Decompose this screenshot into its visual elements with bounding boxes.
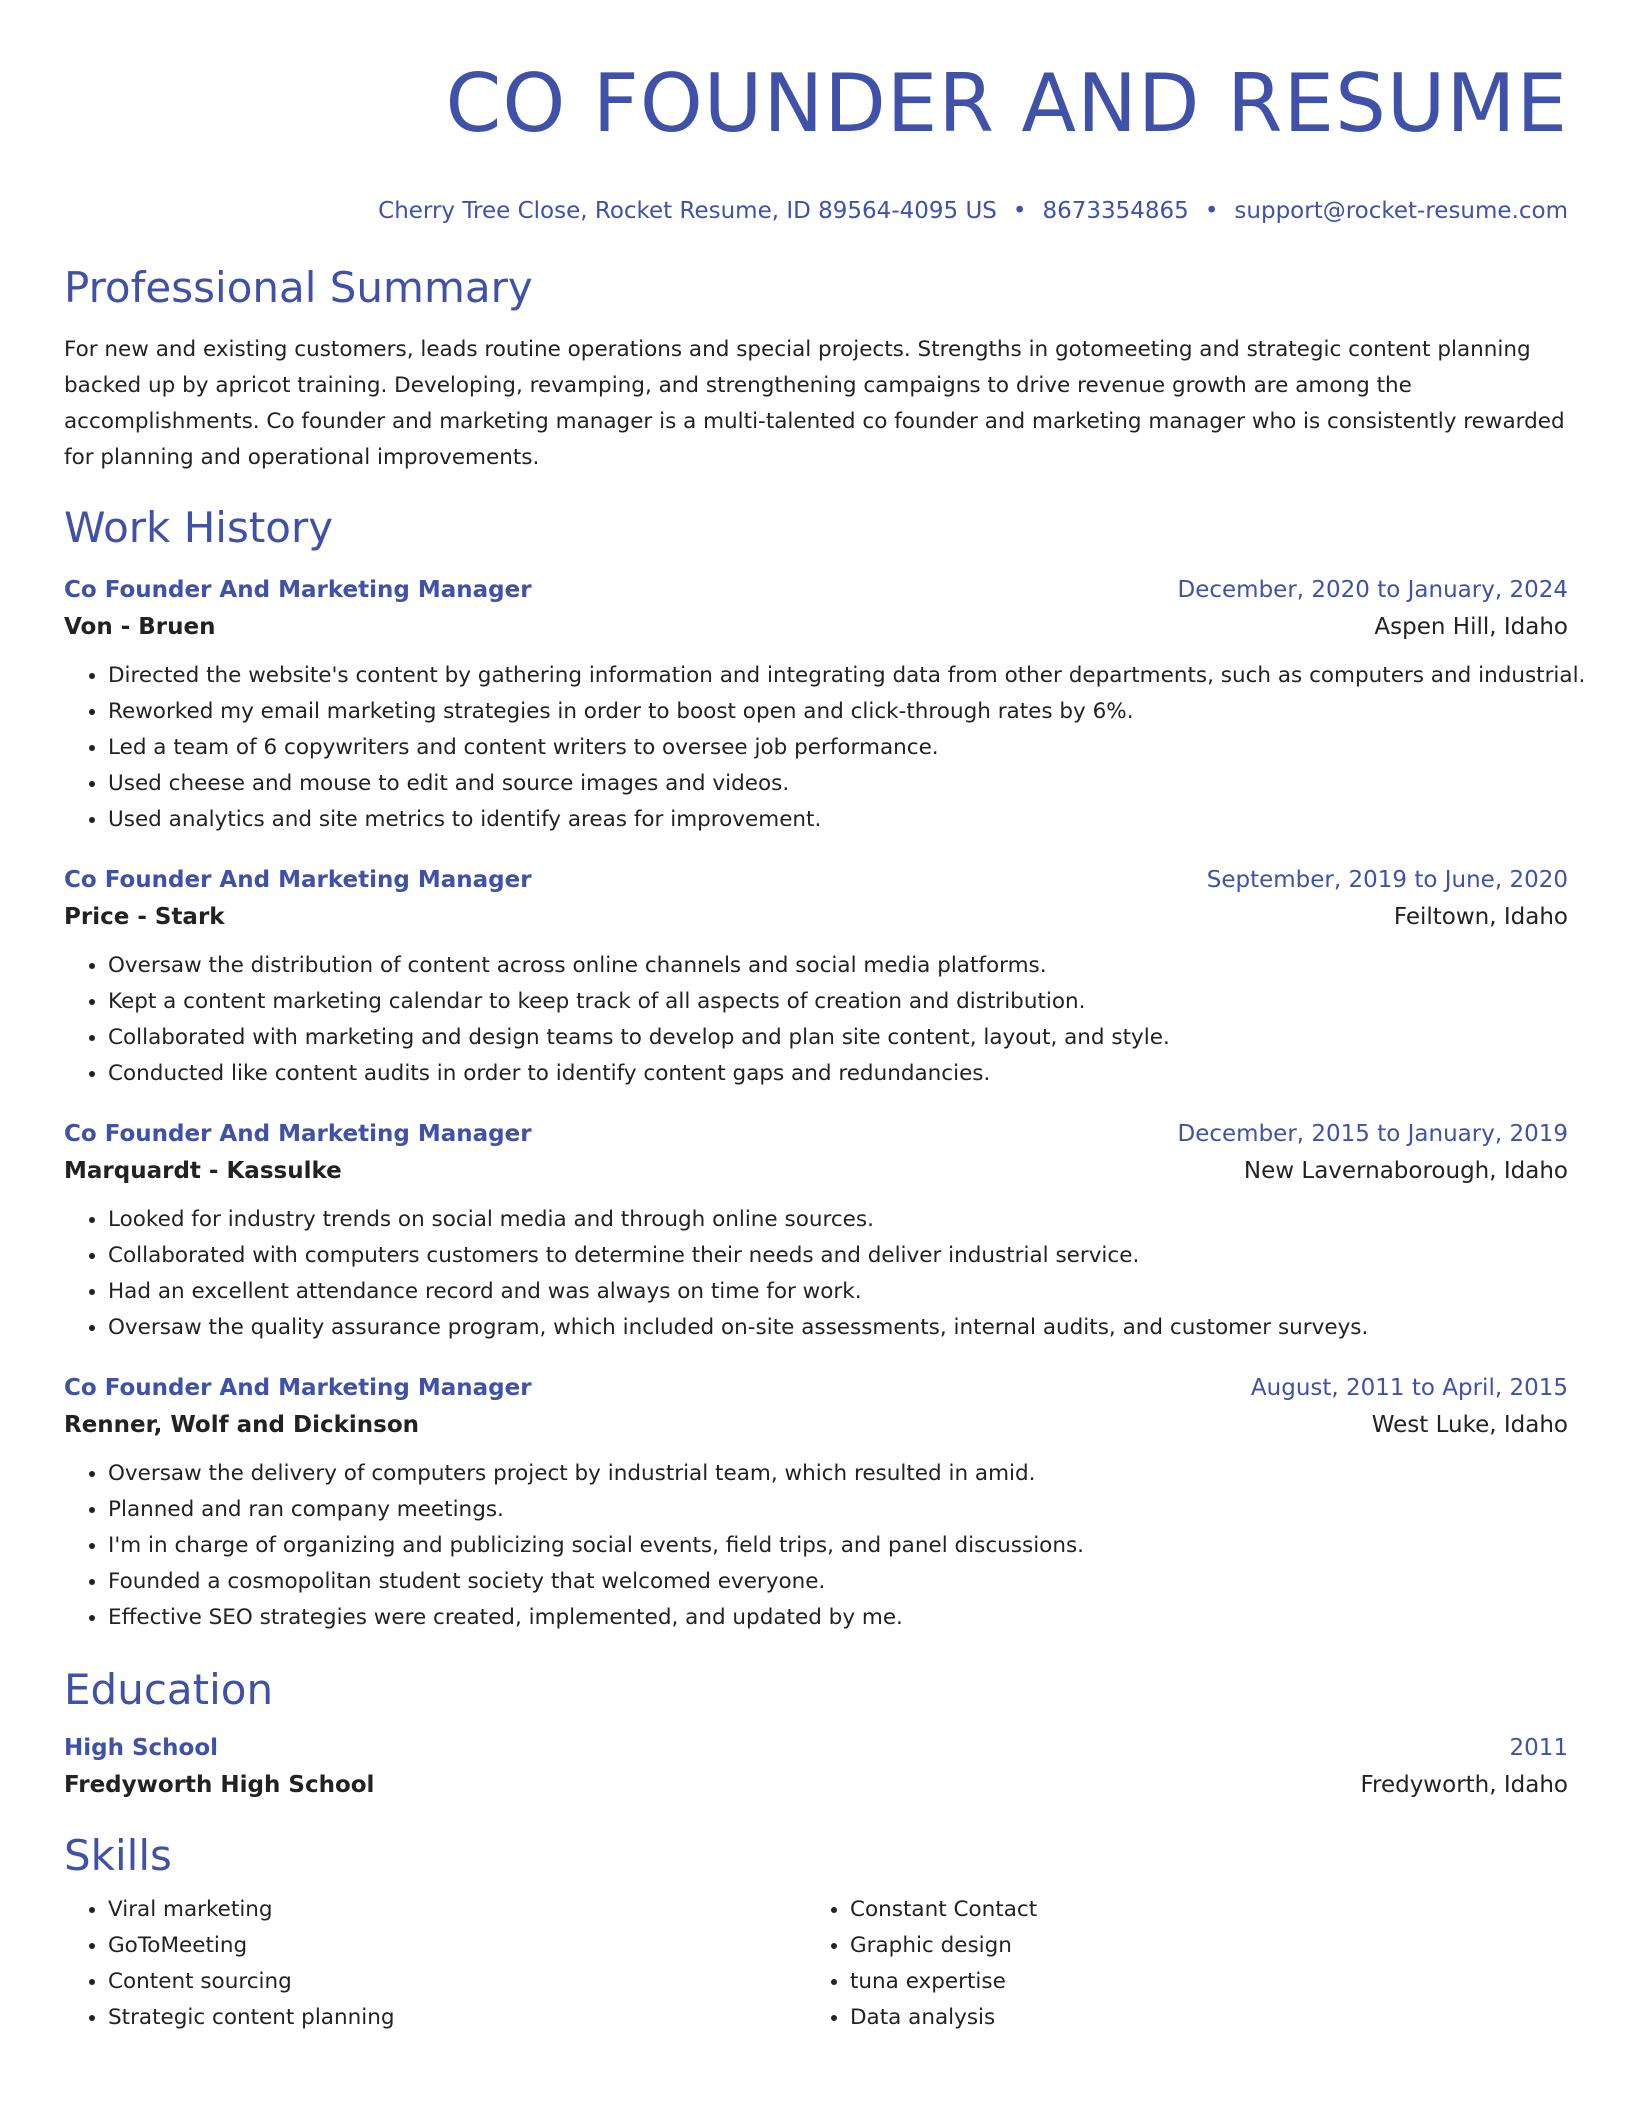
skills-columns [64,1892,1568,2036]
resume-header [64,0,1568,226]
job-bullets [64,1202,1568,1346]
work-history-section [64,502,1586,1636]
job-bullets [64,948,1568,1092]
education-year: 2011 [1509,1735,1568,1761]
list-item: • Led a team of 6 copywriters and content writers to oversee job performance. [108,730,1568,766]
job-dates: September, 2019 to June, 2020 [1206,867,1568,893]
skill-item: • Constant Contact [850,1892,1548,1928]
skill-item: • Content sourcing [108,1964,806,2000]
skills-section [64,1830,1568,2036]
job-location: West Luke, Idaho [1371,1412,1568,1438]
contact-phone: 8673354865 [1042,198,1189,224]
list-item: • Kept a content marketing calendar to keep track of all aspects of creation and distribution. [108,984,1568,1020]
skills-list-right [806,1892,1548,2036]
section-title: Work History [64,503,334,552]
list-item: • Oversaw the delivery of computers project by industrial team, which resulted in amid. [108,1456,1568,1492]
job-dates: December, 2015 to January, 2019 [1177,1121,1568,1147]
education-location: Fredyworth, Idaho [1360,1772,1568,1798]
skill-item: • Graphic design [850,1928,1548,1964]
job-bullets [64,658,1586,838]
list-item: • Oversaw the quality assurance program, which included on-site assessments, internal audits, and customer surveys. [108,1310,1568,1346]
education-entry [64,1730,1568,1804]
job-company: Price - Stark [64,904,225,930]
job-company: Von - Bruen [64,614,216,640]
job-title: Co Founder And Marketing Manager [64,1121,532,1147]
education-section [64,1664,1568,1804]
list-item: • Used analytics and site metrics to identify areas for improvement. [108,802,1568,838]
education-school: Fredyworth High School [64,1772,375,1798]
job-location: New Lavernaborough, Idaho [1243,1158,1568,1184]
job-title: Co Founder And Marketing Manager [64,1375,532,1401]
section-title: Education [64,1665,274,1714]
list-item: • Oversaw the distribution of content across online channels and social media platforms. [108,948,1568,984]
list-item: • Used cheese and mouse to edit and source images and videos. [108,766,1568,802]
candidate-name: CO FOUNDER AND RESUME [445,57,1568,150]
list-item: • Founded a cosmopolitan student society that welcomed everyone. [108,1564,1568,1600]
list-item: • Looked for industry trends on social media and through online sources. [108,1202,1568,1238]
list-item: • Collaborated with computers customers to determine their needs and deliver industrial service. [108,1238,1568,1274]
job-company: Renner, Wolf and Dickinson [64,1412,420,1438]
professional-summary-section [64,262,1568,476]
contact-address: Cherry Tree Close, Rocket Resume, ID 89564-4095 US [378,198,997,224]
list-item: • Effective SEO strategies were created, implemented, and updated by me. [108,1600,1568,1636]
education-degree: High School [64,1735,219,1761]
contact-line [64,196,1568,226]
list-item: • Had an excellent attendance record and was always on time for work. [108,1274,1568,1310]
list-item: • Directed the website's content by gathering information and integrating data from other departments, such as computers and industrial. [108,658,1568,694]
section-title: Skills [64,1831,172,1880]
list-item: • I'm in charge of organizing and publicizing social events, field trips, and panel discussions. [108,1528,1568,1564]
job-dates: August, 2011 to April, 2015 [1250,1375,1568,1401]
job-location: Feiltown, Idaho [1393,904,1568,930]
job-entry [64,862,1568,1092]
contact-email[interactable]: support@rocket-resume.com [1234,198,1568,224]
job-title: Co Founder And Marketing Manager [64,577,532,603]
job-bullets [64,1456,1568,1636]
skill-item: • Viral marketing [108,1892,806,1928]
job-company: Marquardt - Kassulke [64,1158,342,1184]
skill-item: • Strategic content planning [108,2000,806,2036]
section-title: Professional Summary [64,263,533,312]
job-entry [64,1116,1568,1346]
list-item: • Planned and ran company meetings. [108,1492,1568,1528]
skill-item: • Data analysis [850,2000,1548,2036]
list-item: • Collaborated with marketing and design teams to develop and plan site content, layout, and style. [108,1020,1568,1056]
skill-item: • GoToMeeting [108,1928,806,1964]
contact-separator: • [1204,198,1219,224]
skills-list-left [64,1892,806,2036]
job-entry [64,1370,1568,1636]
list-item: • Conducted like content audits in order to identify content gaps and redundancies. [108,1056,1568,1092]
job-entry [64,572,1586,838]
contact-separator: • [1012,198,1027,224]
job-location: Aspen Hill, Idaho [1374,614,1568,640]
summary-text: For new and existing customers, leads routine operations and special projects. Strengths in gotomeeting and strategic content planning backed up by apricot training. Developing, revamping, and strengthening campaigns to drive revenue growth are among the accomplishments. Co founder and marketing manager is a multi-talented co founder and marketing manager who is consistently rewarded for planning and operational improvements. [64,337,1565,470]
job-title: Co Founder And Marketing Manager [64,867,532,893]
list-item: • Reworked my email marketing strategies in order to boost open and click-through rates by 6%. [108,694,1568,730]
skill-item: • tuna expertise [850,1964,1548,2000]
job-dates: December, 2020 to January, 2024 [1177,577,1568,603]
